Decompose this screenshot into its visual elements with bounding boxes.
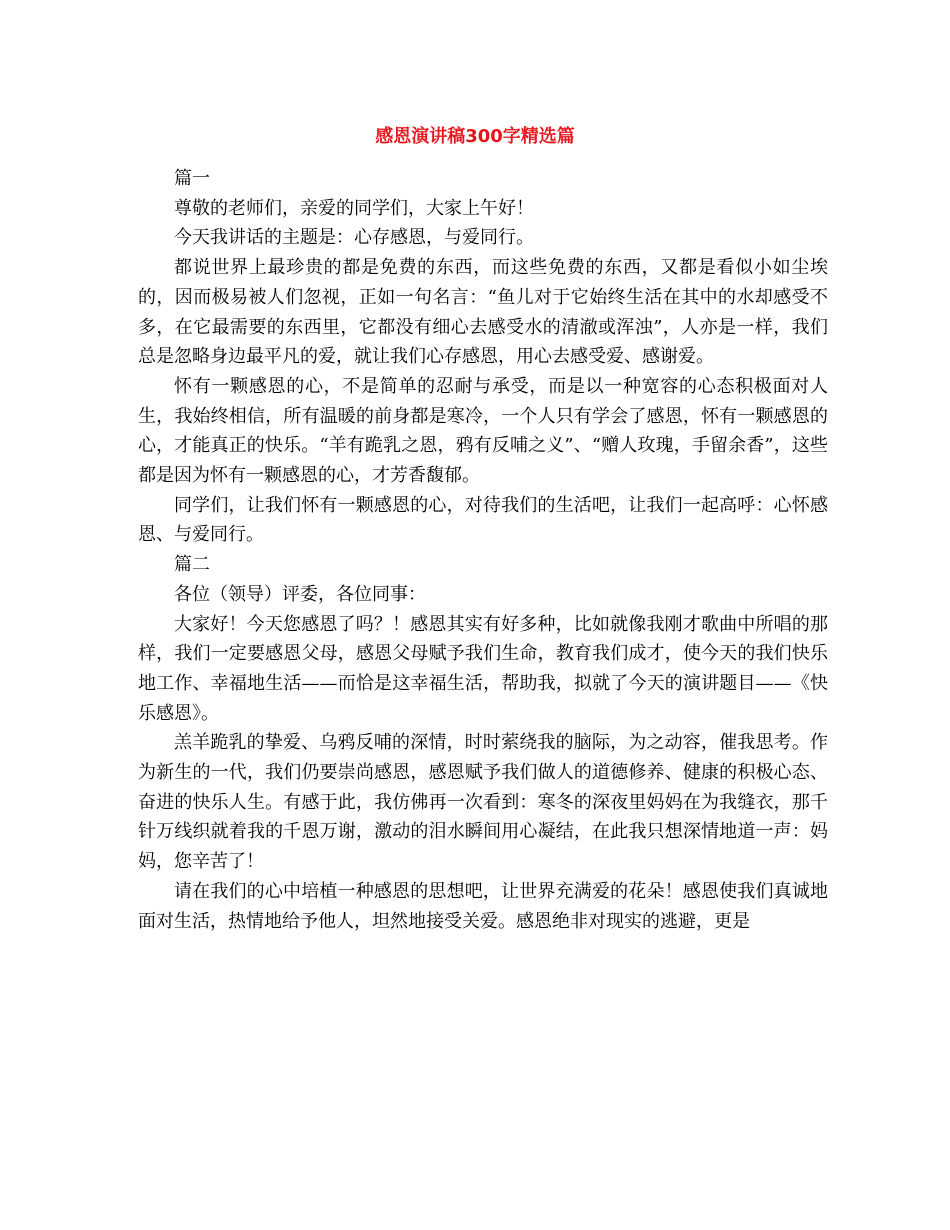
paragraph: 请在我们的心中培植一种感恩的思想吧，让世界充满爱的花朵！感恩使我们真诚地面对生活，热情地给予他人，坦然地接受关爱。感恩绝非对现实的逃避，更是 xyxy=(138,880,828,932)
paragraph: 尊敬的老师们，亲爱的同学们，大家上午好！ xyxy=(174,197,534,219)
paragraph: 羔羊跪乳的挚爱、乌鸦反哺的深情，时时萦绕我的脑际，为之动容，催我思考。作为新生的一代，我们仍要崇尚感恩，感恩赋予我们做人的道德修养、健康的积极心态、奋进的快乐人生。有感于此，我仿佛再一次看到：寒冬的深夜里妈妈在为我缝衣，那千针万线织就着我的千恩万谢，激动的泪水瞬间用心凝结，在此我只想深情地道一声：妈妈，您辛苦了！ xyxy=(138,732,828,873)
section-heading: 篇一 xyxy=(174,168,210,189)
paragraph: 都说世界上最珍贵的都是免费的东西，而这些免费的东西，又都是看似小如尘埃的，因而极易被人们忽视，正如一句名言：“鱼儿对于它始终生活在其中的水却感受不多，在它最需要的东西里，它都没有细心去感受水的清澈或浑浊”，人亦是一样，我们总是忽略身边最平凡的爱，就让我们心存感恩，用心去感受爱、感谢爱。 xyxy=(138,257,828,368)
paragraph: 今天我讲话的主题是：心存感恩，与爱同行。 xyxy=(174,227,534,249)
document-body xyxy=(138,164,828,936)
section-heading: 篇二 xyxy=(174,554,210,576)
document-title: 感恩演讲稿300字精选篇 xyxy=(375,126,575,147)
paragraph: 各位（领导）评委，各位同事： xyxy=(174,583,426,605)
paragraph: 怀有一颗感恩的心，不是简单的忍耐与承受，而是以一种宽容的心态积极面对人生，我始终相信，所有温暖的前身都是寒冷，一个人只有学会了感恩，怀有一颗感恩的心，才能真正的快乐。“羊有跪乳之恩，鸦有反哺之义”、“赠人玫瑰，手留余香”，这些都是因为怀有一颗感恩的心，才芳香馥郁。 xyxy=(138,375,828,487)
paragraph: 同学们，让我们怀有一颗感恩的心，对待我们的生活吧，让我们一起高呼：心怀感恩、与爱同行。 xyxy=(138,494,828,546)
paragraph: 大家好！今天您感恩了吗？！感恩其实有好多种，比如就像我刚才歌曲中所唱的那样，我们一定要感恩父母，感恩父母赋予我们生命，教育我们成才，使今天的我们快乐地工作、幸福地生活——而恰是这幸福生活，帮助我，拟就了今天的演讲题目——《快乐感恩》。 xyxy=(138,613,828,724)
